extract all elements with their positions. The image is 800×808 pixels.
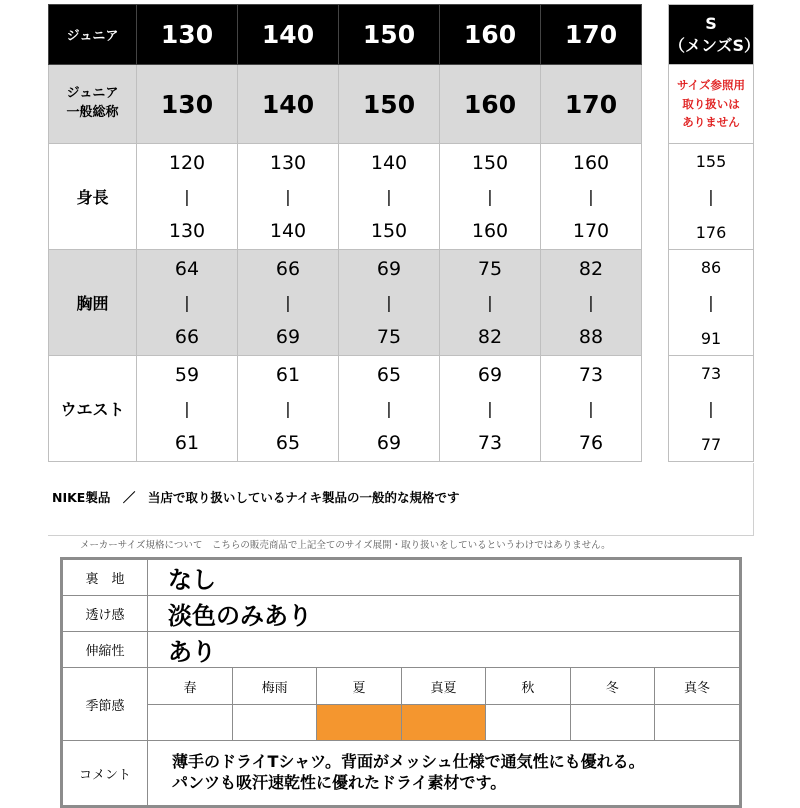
- junior-size-table: [48, 4, 642, 462]
- range-separator: |: [487, 293, 493, 312]
- chest-range-150: [339, 250, 440, 356]
- chest-range-140: [238, 250, 339, 356]
- season-names-row: [148, 668, 739, 705]
- waist-range-140-max: 65: [275, 431, 301, 454]
- height-range-160: [440, 144, 541, 250]
- lining-row: [62, 559, 741, 596]
- range-separator: |: [588, 293, 594, 312]
- lining-label: 裏 地: [62, 559, 148, 596]
- range-separator: |: [184, 187, 190, 206]
- general-label-line2: 一般総称: [66, 105, 119, 120]
- height-range-150: [339, 144, 440, 250]
- chest-range-170-max: 88: [578, 325, 604, 348]
- season-name: 真冬: [655, 668, 739, 705]
- season-grid: [148, 668, 739, 740]
- waist-label: ウエスト: [49, 356, 137, 462]
- mens-note-line1: サイズ参照用: [676, 77, 746, 92]
- height-range-170-min: 160: [572, 151, 610, 174]
- mens-height-row: [669, 144, 754, 250]
- comment-text: [148, 741, 741, 807]
- mens-height-range: [669, 144, 754, 250]
- range-separator: |: [708, 293, 714, 312]
- general-label: [49, 65, 137, 144]
- range-separator: |: [386, 399, 392, 418]
- range-separator: |: [386, 187, 392, 206]
- sheer-label: 透け感: [62, 596, 148, 632]
- size-130: 130: [137, 5, 238, 65]
- season-name: 春: [148, 668, 232, 705]
- size-150: 150: [339, 5, 440, 65]
- mens-height-range-max: 176: [695, 222, 727, 242]
- waist-range-160-max: 73: [477, 431, 503, 454]
- season-label: 季節感: [62, 668, 148, 741]
- waist-range-130-min: 59: [174, 363, 200, 386]
- waist-range-150-max: 69: [376, 431, 402, 454]
- general-size-150: 150: [339, 65, 440, 144]
- general-size-row: [49, 65, 642, 144]
- waist-row: [49, 356, 642, 462]
- season-mark: [317, 705, 401, 740]
- chest-range-170-min: 82: [578, 257, 604, 280]
- general-size-130: 130: [137, 65, 238, 144]
- size-170: 170: [541, 5, 642, 65]
- height-range-150-max: 150: [370, 219, 408, 242]
- range-separator: |: [386, 293, 392, 312]
- comment-line-2: パンツも吸汗速乾性に優れたドライ素材です。: [172, 773, 507, 792]
- size-140: 140: [238, 5, 339, 65]
- height-label: 身長: [49, 144, 137, 250]
- chest-label: 胸囲: [49, 250, 137, 356]
- season-name: 夏: [317, 668, 401, 705]
- size-160: 160: [440, 5, 541, 65]
- height-range-140-max: 140: [269, 219, 307, 242]
- range-separator: |: [588, 399, 594, 418]
- stretch-value: あり: [148, 632, 741, 668]
- mens-chest-row: [669, 250, 754, 356]
- mens-waist-range: [669, 356, 754, 462]
- chest-range-170: [541, 250, 642, 356]
- general-size-160: 160: [440, 65, 541, 144]
- chest-range-130-max: 66: [174, 325, 200, 348]
- height-range-170: [541, 144, 642, 250]
- material-table: [60, 557, 742, 808]
- range-separator: |: [285, 187, 291, 206]
- chest-row: [49, 250, 642, 356]
- season-name: 真夏: [401, 668, 485, 705]
- waist-range-170-min: 73: [578, 363, 604, 386]
- season-mark: [570, 705, 654, 740]
- height-row: [49, 144, 642, 250]
- mens-note-line2: 取り扱いは: [682, 96, 740, 111]
- season-mark: [148, 705, 232, 740]
- maker-size-note: メーカーサイズ規格について こちらの販売商品で上記全てのサイズ展開・取り扱いをしているというわけではありません。: [80, 540, 611, 551]
- height-range-160-min: 150: [471, 151, 509, 174]
- range-separator: |: [588, 187, 594, 206]
- range-separator: |: [708, 399, 714, 418]
- height-range-170-max: 170: [572, 219, 610, 242]
- waist-range-140-min: 61: [275, 363, 301, 386]
- waist-range-130: [137, 356, 238, 462]
- chest-range-150-min: 69: [376, 257, 402, 280]
- waist-range-160-min: 69: [477, 363, 503, 386]
- general-label-line1: ジュニア: [66, 86, 119, 102]
- general-size-140: 140: [238, 65, 339, 144]
- nike-note: NIKE製品 ／ 当店で取り扱いしているナイキ製品の一般的な規格です: [52, 490, 460, 505]
- season-name: 冬: [570, 668, 654, 705]
- chest-range-130-min: 64: [174, 257, 200, 280]
- mens-header: [669, 5, 761, 65]
- season-mark: [232, 705, 316, 740]
- mens-note-row: [669, 65, 754, 144]
- season-mark: [401, 705, 485, 740]
- chest-range-130: [137, 250, 238, 356]
- season-row: [62, 668, 741, 741]
- mens-chest-range: [669, 250, 754, 356]
- sheer-value: 淡色のみあり: [148, 596, 741, 632]
- range-separator: |: [708, 187, 714, 206]
- range-separator: |: [285, 399, 291, 418]
- sheer-row: [62, 596, 741, 632]
- mens-chest-range-min: 86: [700, 257, 722, 277]
- mens-waist-range-max: 77: [700, 434, 722, 454]
- mens-header-row: [669, 5, 754, 65]
- waist-range-160: [440, 356, 541, 462]
- range-separator: |: [487, 399, 493, 418]
- season-mark: [486, 705, 570, 740]
- mens-waist-range-min: 73: [700, 363, 722, 383]
- mens-note: [669, 65, 754, 144]
- mens-chest-range-max: 91: [700, 328, 722, 348]
- mens-s-table: [668, 4, 761, 462]
- waist-range-140: [238, 356, 339, 462]
- waist-range-150-min: 65: [376, 363, 402, 386]
- mens-waist-row: [669, 356, 754, 462]
- comment-label: コメント: [62, 741, 148, 807]
- range-separator: |: [285, 293, 291, 312]
- range-separator: |: [487, 187, 493, 206]
- lining-value: なし: [148, 559, 741, 596]
- waist-range-130-max: 61: [174, 431, 200, 454]
- height-range-130-max: 130: [168, 219, 206, 242]
- season-marks-row: [148, 705, 739, 740]
- range-separator: |: [184, 399, 190, 418]
- header-label: ジュニア: [49, 5, 137, 65]
- chest-range-160: [440, 250, 541, 356]
- chest-range-140-min: 66: [275, 257, 301, 280]
- general-size-170: 170: [541, 65, 642, 144]
- mens-size-sublabel: （メンズS）: [669, 35, 761, 55]
- comment-line-1: 薄手のドライTシャツ。背面がメッシュ仕様で通気性にも優れる。: [172, 752, 645, 772]
- height-range-150-min: 140: [370, 151, 408, 174]
- mens-height-range-min: 155: [695, 151, 727, 171]
- waist-range-150: [339, 356, 440, 462]
- height-range-140-min: 130: [269, 151, 307, 174]
- mens-size-label: S: [705, 13, 717, 33]
- waist-range-170-max: 76: [578, 431, 604, 454]
- stretch-label: 伸縮性: [62, 632, 148, 668]
- season-name: 秋: [486, 668, 570, 705]
- mens-note-line3: ありません: [682, 115, 740, 130]
- season-cell: [148, 668, 741, 741]
- chest-range-160-max: 82: [477, 325, 503, 348]
- season-name: 梅雨: [232, 668, 316, 705]
- waist-range-170: [541, 356, 642, 462]
- stretch-row: [62, 632, 741, 668]
- size-header-row: [49, 5, 642, 65]
- range-separator: |: [184, 293, 190, 312]
- height-range-130: [137, 144, 238, 250]
- height-range-160-max: 160: [471, 219, 509, 242]
- height-range-130-min: 120: [168, 151, 206, 174]
- chest-range-160-min: 75: [477, 257, 503, 280]
- chest-range-140-max: 69: [275, 325, 301, 348]
- comment-row: [62, 741, 741, 807]
- season-mark: [655, 705, 739, 740]
- height-range-140: [238, 144, 339, 250]
- chest-range-150-max: 75: [376, 325, 402, 348]
